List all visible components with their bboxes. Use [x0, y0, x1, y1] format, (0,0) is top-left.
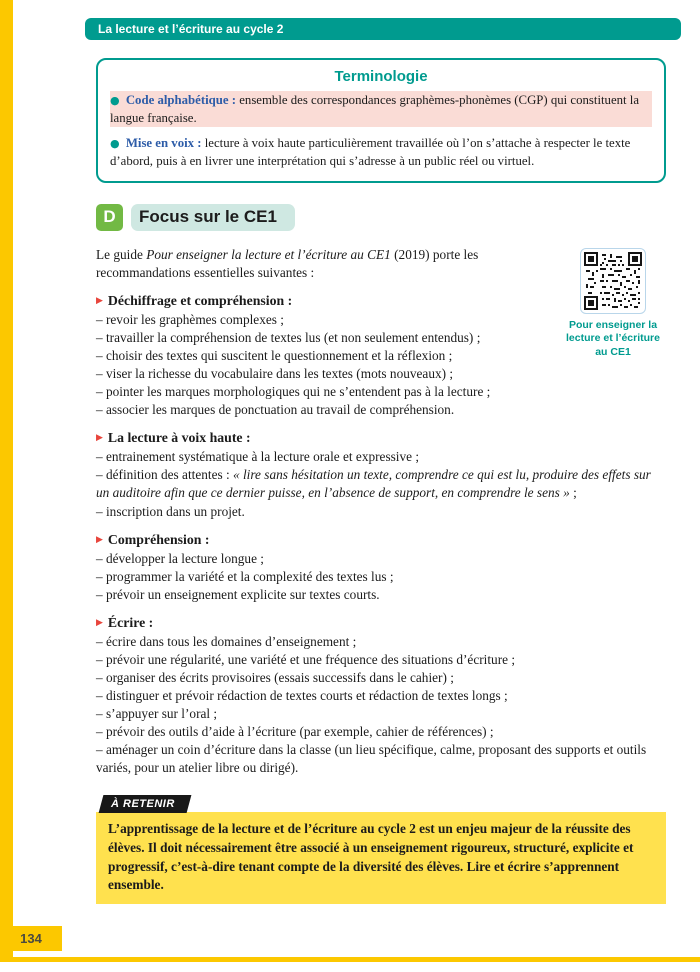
section-title: Focus sur le CE1: [131, 204, 295, 231]
list-item: – organiser des écrits provisoires (essais successifs dans le cahier) ;: [96, 670, 454, 686]
qr-code: [580, 248, 646, 314]
list-heading: [96, 615, 666, 631]
retain-label-text: À RETENIR: [111, 798, 175, 811]
list-item: – pointer les marques morphologiques qui ne s’entendent pas à la lecture ;: [96, 384, 491, 400]
bottom-border-strip: [0, 957, 700, 962]
qr-caption: Pour enseigner la lecture et l’écriture au CE1: [566, 318, 660, 358]
chapter-header: [85, 18, 681, 40]
triangle-bullet-icon: ▶: [96, 617, 103, 628]
book-title: Pour enseigner la lecture et l’écriture au CE1: [146, 246, 391, 262]
list-item: – programmer la variété et la complexité des textes lus ;: [96, 568, 394, 584]
term-label: Mise en voix :: [125, 136, 202, 151]
list-heading-label: Écrire :: [107, 614, 154, 630]
list-heading: [96, 430, 666, 446]
dot-bullet-icon: ●: [110, 137, 120, 151]
list-item-text: – définition des attentes :: [96, 467, 234, 483]
quoted-text: « lire sans hésitation un texte, comprendre ce qui est lu, produire des effets sur un auditoire afin que ce dernier puisse, en l’absence de support, en comprendre le sens »: [96, 467, 651, 501]
list-heading-label: La lecture à voix haute :: [107, 430, 251, 446]
list-item: – entrainement systématique à la lecture orale et expressive ;: [96, 449, 420, 465]
intro-suffix: (2019) porte les recommandations essentielles suivantes :: [96, 246, 479, 281]
term-definition: ensemble des correspondances graphèmes-phonèmes (CGP) qui constituent la langue française.: [110, 93, 640, 126]
list-item: – choisir des textes qui suscitent le questionnement et la réflexion ;: [96, 348, 453, 363]
section-letter-badge: D: [96, 204, 123, 231]
list-item: – prévoir des outils d’aide à l’écriture (par exemple, cahier de références) ;: [96, 724, 494, 740]
list-group: [96, 430, 666, 520]
list-heading: [96, 532, 666, 548]
list-item: – prévoir un enseignement explicite sur textes courts.: [96, 586, 380, 602]
triangle-bullet-icon: ▶: [96, 433, 103, 444]
dot-bullet-icon: ●: [110, 94, 120, 107]
list-heading-label: Compréhension :: [107, 531, 210, 547]
term-label: Code alphabétique :: [125, 93, 237, 107]
terminology-entry: [110, 134, 652, 170]
page-content: [96, 58, 666, 904]
list-group: [96, 615, 666, 778]
list-item: – revoir les graphèmes complexes ;: [96, 311, 284, 327]
qr-block: [560, 248, 666, 360]
list-item: [96, 466, 666, 502]
list-heading-label: Déchiffrage et compréhension :: [107, 292, 293, 308]
left-border-strip: [0, 0, 13, 962]
list-group: [96, 532, 666, 604]
term-definition: lecture à voix haute particulièrement travaillée où l’on s’attache à respecter le texte d’abord, puis à en livrer une interprétation qui s’adresse à un public réel ou virtuel.: [110, 136, 631, 169]
terminology-box: [96, 58, 666, 183]
list-item-text: ;: [569, 485, 577, 501]
triangle-bullet-icon: ▶: [96, 295, 103, 306]
list-item: – associer les marques de ponctuation au travail de compréhension.: [96, 402, 455, 418]
list-item: – viser la richesse du vocabulaire dans les textes (mots nouveaux) ;: [96, 366, 454, 382]
retain-box: [96, 793, 666, 903]
list-item: – écrire dans tous les domaines d’enseignement ;: [96, 633, 357, 649]
list-item: – prévoir une régularité, une variété et une fréquence des situations d’écriture ;: [96, 651, 516, 667]
chapter-header-title: La lecture et l’écriture au cycle 2: [98, 22, 284, 36]
list-item: – inscription dans un projet.: [96, 503, 245, 519]
intro-prefix: Le guide: [96, 246, 147, 262]
list-item: – développer la lecture longue ;: [96, 550, 264, 566]
terminology-entry: [110, 91, 652, 127]
triangle-bullet-icon: ▶: [96, 534, 103, 545]
retain-label: [99, 795, 192, 813]
page-number: 134: [0, 926, 62, 951]
section-heading: [96, 204, 666, 231]
list-item: – distinguer et prévoir rédaction de textes courts et rédaction de textes longs ;: [96, 688, 508, 704]
list-item: – s’appuyer sur l’oral ;: [96, 706, 218, 722]
list-item: – travailler la compréhension de textes lus (et non seulement entendus) ;: [96, 329, 481, 345]
list-item: – aménager un coin d’écriture dans la classe (un lieu spécifique, calme, proposant des supports et outils variés, pour un atelier libre ou dirigé).: [96, 742, 647, 776]
retain-text: L’apprentissage de la lecture et de l’écriture au cycle 2 est un enjeu majeur de la réussite des élèves. Il doit nécessairement être associé à un enseignement rigoureux, structuré, explicite et progressif, c’est-à-dire tenant compte de la diversité des élèves. Lire et écrire s’apprennent ensemble.: [96, 812, 666, 903]
terminology-title: Terminologie: [334, 68, 428, 85]
